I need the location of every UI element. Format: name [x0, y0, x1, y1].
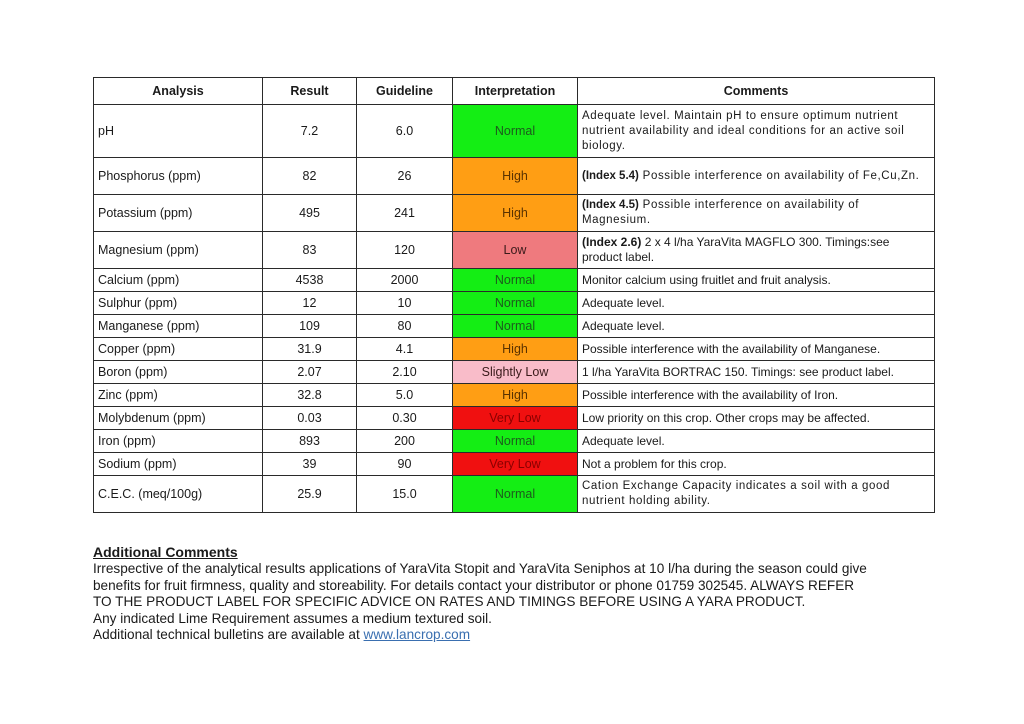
table-row: [94, 453, 935, 476]
guideline-cell: 15.0: [357, 476, 453, 513]
table-row: [94, 384, 935, 407]
interpretation-cell: Very Low: [453, 453, 578, 476]
interpretation-cell: High: [453, 384, 578, 407]
table-row: [94, 361, 935, 384]
table-row: [94, 292, 935, 315]
table-row: [94, 430, 935, 453]
comment-text: Adequate level.: [582, 318, 665, 333]
analysis-cell: Zinc (ppm): [94, 384, 263, 407]
header-analysis: Analysis: [94, 78, 263, 105]
additional-comments-heading: Additional Comments: [93, 544, 238, 560]
guideline-cell: 2.10: [357, 361, 453, 384]
table-row: [94, 105, 935, 158]
analysis-cell: pH: [94, 105, 263, 158]
comment-cell: [578, 292, 935, 315]
comment-cell: [578, 338, 935, 361]
guideline-cell: 200: [357, 430, 453, 453]
table-body: [94, 105, 935, 513]
analysis-cell: Potassium (ppm): [94, 195, 263, 232]
interpretation-cell: Normal: [453, 292, 578, 315]
guideline-cell: 90: [357, 453, 453, 476]
header-interpretation: Interpretation: [453, 78, 578, 105]
result-cell: 893: [263, 430, 357, 453]
analysis-cell: Sulphur (ppm): [94, 292, 263, 315]
result-cell: 32.8: [263, 384, 357, 407]
comment-text: Possible interference with the availability of Iron.: [582, 387, 839, 402]
table-row: [94, 195, 935, 232]
comment-cell: [578, 453, 935, 476]
comment-cell: [578, 195, 935, 232]
result-cell: 109: [263, 315, 357, 338]
analysis-cell: Manganese (ppm): [94, 315, 263, 338]
comment-text: 1 l/ha YaraVita BORTRAC 150. Timings: see product label.: [582, 364, 894, 379]
comment-cell: [578, 269, 935, 292]
interpretation-cell: Normal: [453, 315, 578, 338]
guideline-cell: 0.30: [357, 407, 453, 430]
comment-cell: [578, 430, 935, 453]
comment-text: Not a problem for this crop.: [582, 456, 727, 471]
comment-text: Monitor calcium using fruitlet and fruit analysis.: [582, 272, 831, 287]
table-row: [94, 232, 935, 269]
table-row: [94, 269, 935, 292]
lancrop-link[interactable]: www.lancrop.com: [363, 627, 471, 643]
interpretation-cell: Normal: [453, 269, 578, 292]
additional-comments-section: [93, 544, 953, 643]
comment-index: (Index 2.6): [582, 235, 642, 249]
guideline-cell: 80: [357, 315, 453, 338]
result-cell: 7.2: [263, 105, 357, 158]
comment-cell: [578, 105, 935, 158]
table-row: [94, 315, 935, 338]
interpretation-cell: Very Low: [453, 407, 578, 430]
analysis-cell: Boron (ppm): [94, 361, 263, 384]
guideline-cell: 4.1: [357, 338, 453, 361]
comment-text: Adequate level.: [582, 433, 665, 448]
result-cell: 39: [263, 453, 357, 476]
comment-cell: [578, 158, 935, 195]
result-cell: 83: [263, 232, 357, 269]
comment-text: Possible interference with the availability of Manganese.: [582, 341, 881, 356]
table-row: [94, 338, 935, 361]
guideline-cell: 241: [357, 195, 453, 232]
soil-analysis-table: [93, 77, 935, 513]
comment-cell: [578, 407, 935, 430]
result-cell: 495: [263, 195, 357, 232]
interpretation-cell: Slightly Low: [453, 361, 578, 384]
guideline-cell: 10: [357, 292, 453, 315]
additional-comment-line: benefits for fruit firmness, quality and storeability. For details contact your distributor or phone 01759 302545. ALWAYS REFER: [93, 577, 855, 593]
comment-text: Possible interference on availability of Magnesium.: [582, 199, 860, 226]
bulletins-text: Additional technical bulletins are available at: [93, 627, 364, 643]
comment-text: Cation Exchange Capacity indicates a soil with a good nutrient holding ability.: [582, 480, 890, 507]
analysis-cell: Magnesium (ppm): [94, 232, 263, 269]
analysis-cell: Iron (ppm): [94, 430, 263, 453]
guideline-cell: 120: [357, 232, 453, 269]
additional-comment-line: Irrespective of the analytical results applications of YaraVita Stopit and YaraVita Seniphos at 10 l/ha during the season could give: [93, 561, 867, 577]
result-cell: 2.07: [263, 361, 357, 384]
guideline-cell: 2000: [357, 269, 453, 292]
analysis-cell: Calcium (ppm): [94, 269, 263, 292]
table-row: [94, 476, 935, 513]
interpretation-cell: High: [453, 338, 578, 361]
analysis-cell: Molybdenum (ppm): [94, 407, 263, 430]
interpretation-cell: High: [453, 195, 578, 232]
table-header-row: [94, 78, 935, 105]
bulletins-line: [93, 627, 953, 643]
header-result: Result: [263, 78, 357, 105]
comment-index: (Index 5.4): [582, 169, 639, 182]
table-row: [94, 407, 935, 430]
interpretation-cell: Normal: [453, 430, 578, 453]
comment-text: 2 x 4 l/ha YaraVita MAGFLO 300. Timings:see product label.: [582, 235, 890, 264]
header-comments: Comments: [578, 78, 935, 105]
comment-cell: [578, 232, 935, 269]
analysis-cell: Sodium (ppm): [94, 453, 263, 476]
interpretation-cell: Normal: [453, 476, 578, 513]
comment-text: Adequate level.: [582, 295, 665, 310]
comment-cell: [578, 361, 935, 384]
guideline-cell: 26: [357, 158, 453, 195]
comment-text: Possible interference on availability of Fe,Cu,Zn.: [638, 169, 920, 182]
result-cell: 25.9: [263, 476, 357, 513]
analysis-cell: Phosphorus (ppm): [94, 158, 263, 195]
table-row: [94, 158, 935, 195]
result-cell: 82: [263, 158, 357, 195]
result-cell: 4538: [263, 269, 357, 292]
interpretation-cell: Normal: [453, 105, 578, 158]
analysis-cell: Copper (ppm): [94, 338, 263, 361]
result-cell: 31.9: [263, 338, 357, 361]
additional-comment-line: TO THE PRODUCT LABEL FOR SPECIFIC ADVICE ON RATES AND TIMINGS BEFORE USING A YARA PRODUCT.: [93, 594, 806, 610]
result-cell: 12: [263, 292, 357, 315]
comment-cell: [578, 315, 935, 338]
guideline-cell: 6.0: [357, 105, 453, 158]
comment-cell: [578, 476, 935, 513]
header-guideline: Guideline: [357, 78, 453, 105]
comment-cell: [578, 384, 935, 407]
comment-text: Adequate level. Maintain pH to ensure optimum nutrient nutrient availability and ideal conditions for an active soil biology.: [582, 109, 905, 152]
comment-text: Low priority on this crop. Other crops may be affected.: [582, 410, 870, 425]
comment-index: (Index 4.5): [582, 199, 639, 211]
interpretation-cell: High: [453, 158, 578, 195]
result-cell: 0.03: [263, 407, 357, 430]
additional-comment-line: Any indicated Lime Requirement assumes a medium textured soil.: [93, 610, 492, 626]
interpretation-cell: Low: [453, 232, 578, 269]
guideline-cell: 5.0: [357, 384, 453, 407]
analysis-cell: C.E.C. (meq/100g): [94, 476, 263, 513]
